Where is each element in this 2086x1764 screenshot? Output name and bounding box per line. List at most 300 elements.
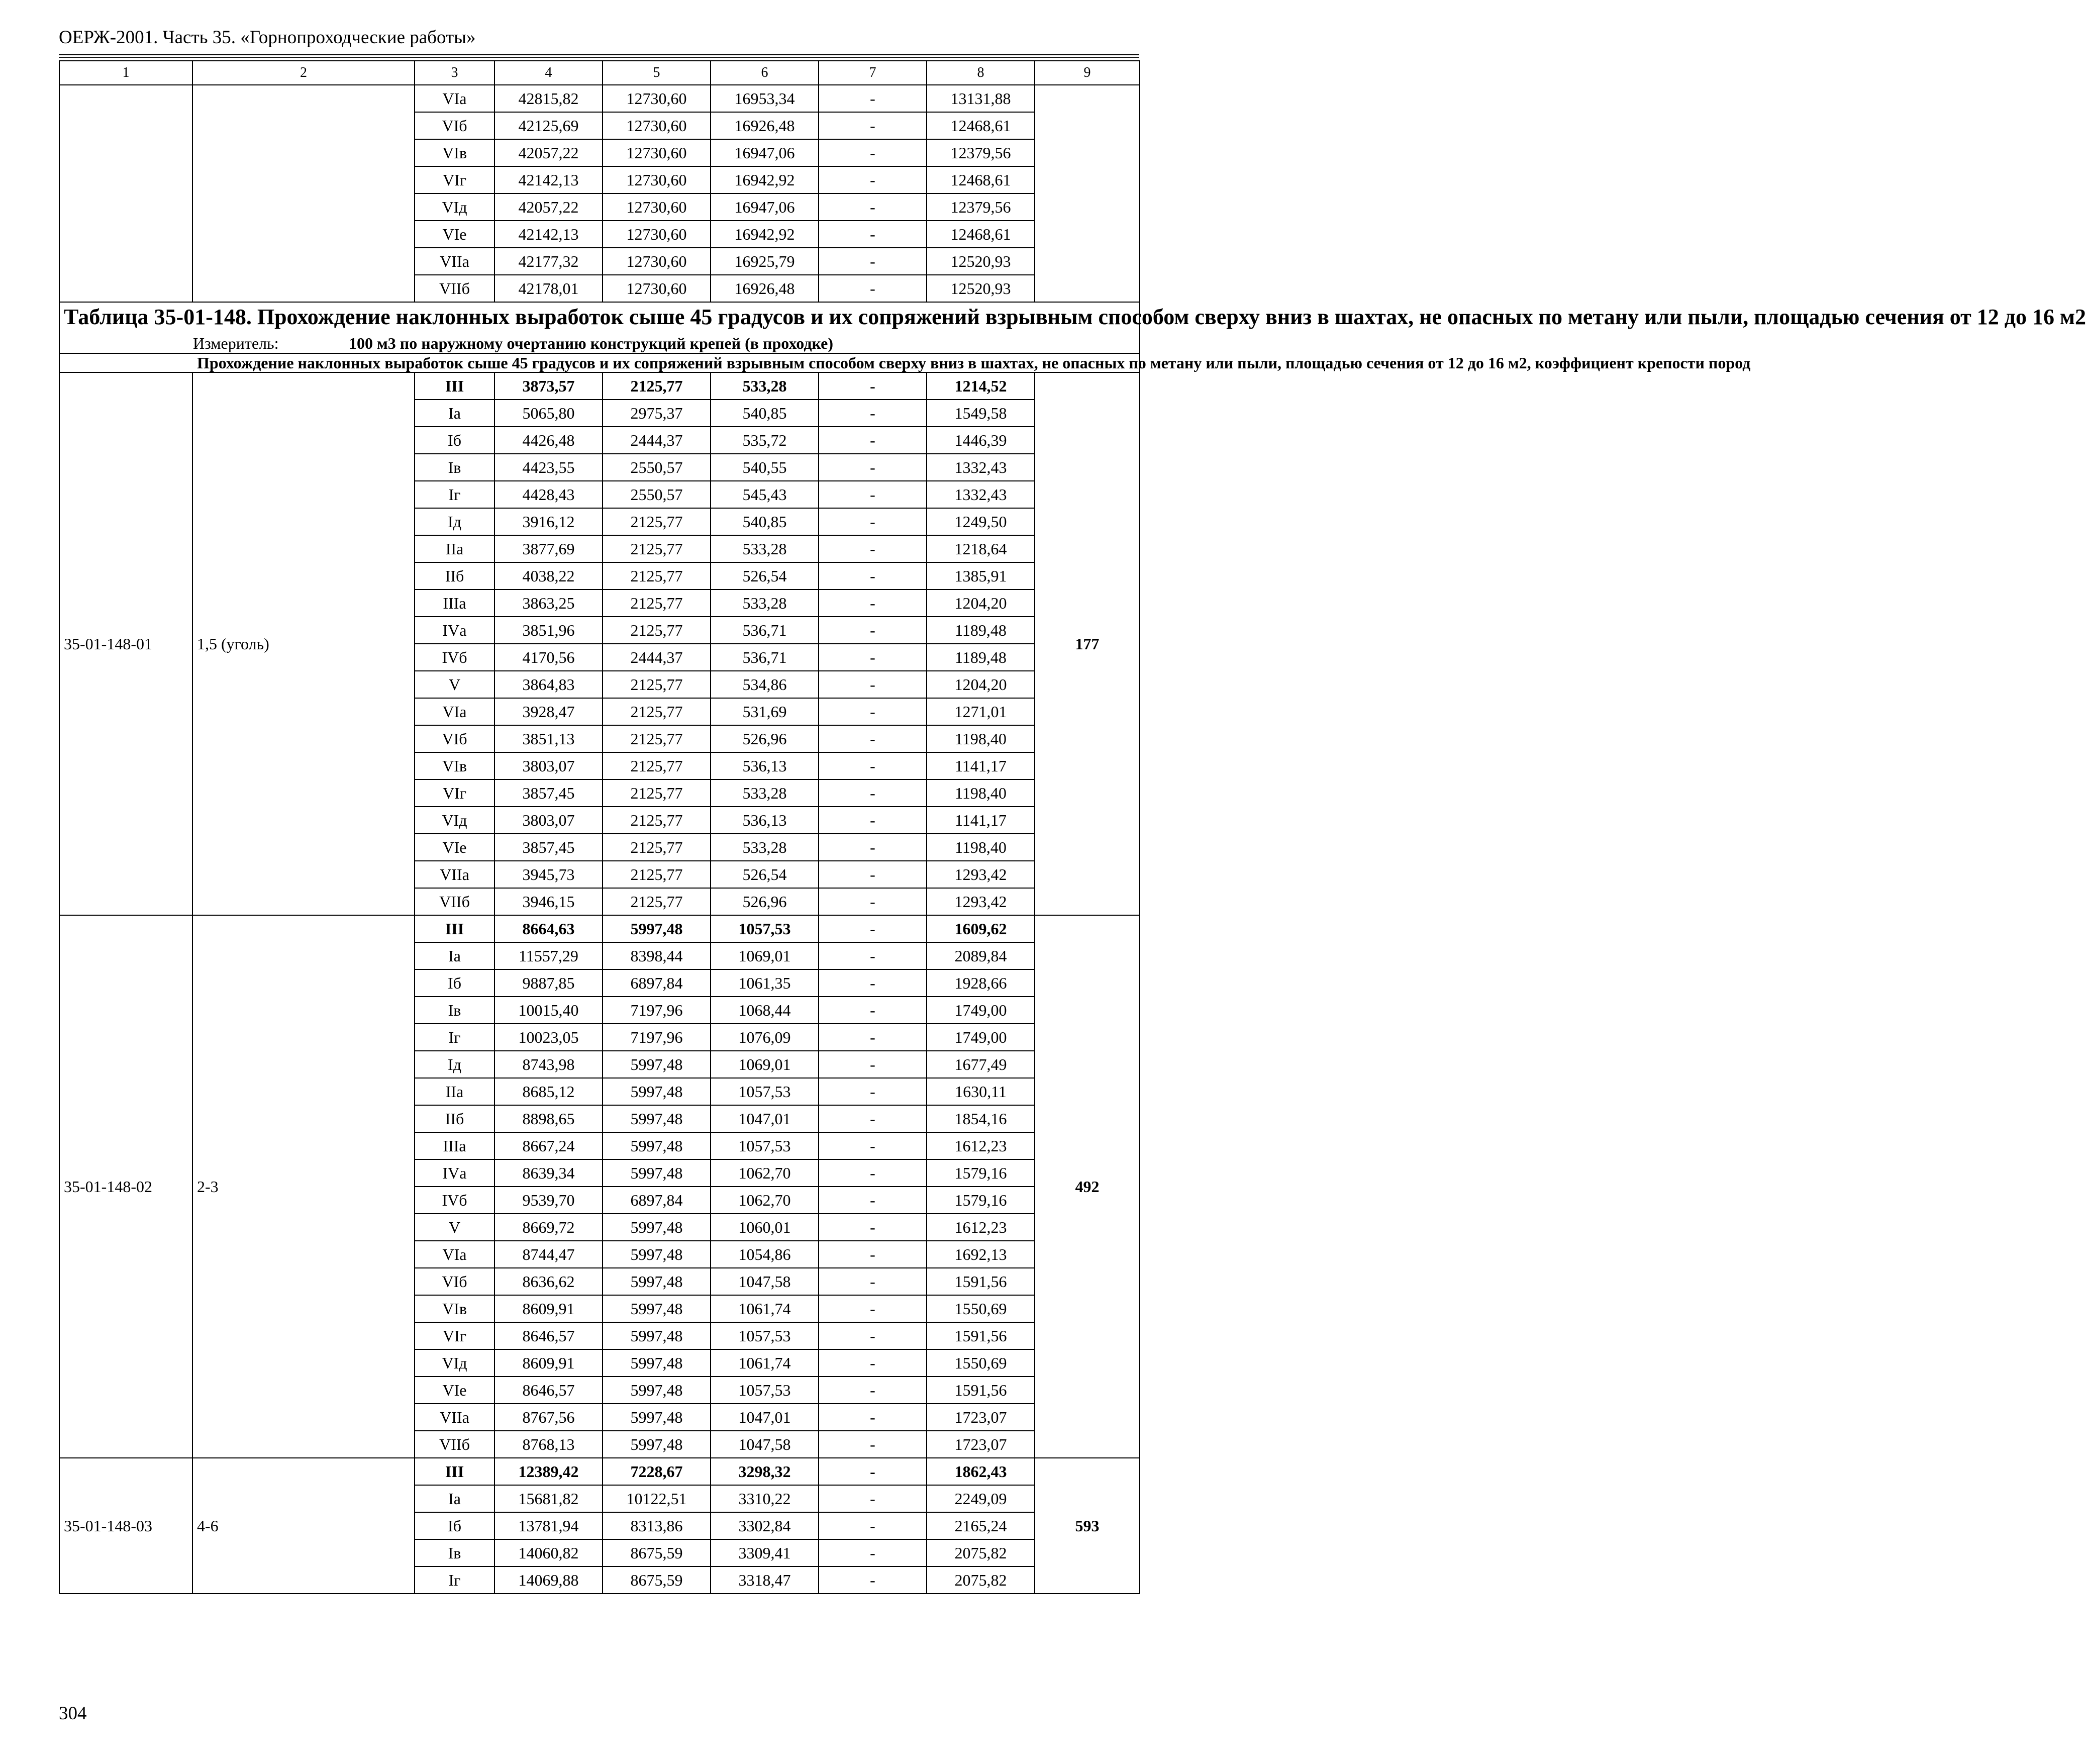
drivers-cost: - [819,1377,927,1404]
rock-hardness: 2-3 [192,915,415,1458]
direct-cost: 3945,73 [494,861,603,888]
labor-cost: 12730,60 [603,275,711,302]
district-code: Iг [415,1024,494,1051]
labor-cost: 2125,77 [603,725,711,752]
materials-cost: 1723,07 [927,1431,1035,1458]
district-code: VIе [415,1377,494,1404]
drivers-cost: - [819,1458,927,1485]
direct-cost: 8636,62 [494,1268,603,1295]
machine-cost: 16925,79 [711,248,819,275]
direct-cost: 8646,57 [494,1377,603,1404]
machine-cost: 1060,01 [711,1214,819,1241]
direct-cost: 8669,72 [494,1214,603,1241]
direct-cost: 3864,83 [494,671,603,698]
meter-unit: 100 м3 по наружному очертанию конструкций крепей (в проходке) [349,334,834,352]
machine-cost: 16942,92 [711,221,819,248]
materials-cost: 12468,61 [927,166,1035,193]
labor-cost: 5997,48 [603,1377,711,1404]
district-code: VIв [415,752,494,779]
direct-cost: 3857,45 [494,779,603,807]
machine-cost: 16926,48 [711,112,819,139]
machine-cost: 526,54 [711,562,819,590]
materials-cost: 1271,01 [927,698,1035,725]
direct-cost: 8768,13 [494,1431,603,1458]
drivers-cost: - [819,1187,927,1214]
drivers-cost: - [819,535,927,562]
district-code: III [415,915,494,942]
materials-cost: 1612,23 [927,1132,1035,1159]
labor-cost: 5997,48 [603,915,711,942]
machine-cost: 1057,53 [711,1132,819,1159]
labor-cost: 2550,57 [603,481,711,508]
materials-cost: 1550,69 [927,1349,1035,1377]
labor-cost: 5997,48 [603,1159,711,1187]
labor-cost: 8675,59 [603,1566,711,1594]
materials-cost: 12468,61 [927,221,1035,248]
labor-cost: 6897,84 [603,969,711,997]
labor-cost: 2125,77 [603,834,711,861]
direct-cost: 9539,70 [494,1187,603,1214]
district-code: Iг [415,1566,494,1594]
materials-cost: 1141,17 [927,752,1035,779]
district-code: VIв [415,1295,494,1322]
table-row [59,85,1140,112]
machine-cost: 1057,53 [711,1377,819,1404]
drivers-cost: - [819,1024,927,1051]
labor-cost: 2125,77 [603,888,711,915]
machine-cost: 16953,34 [711,85,819,112]
direct-cost: 3946,15 [494,888,603,915]
direct-cost: 3851,96 [494,617,603,644]
table-row [59,1458,1140,1485]
materials-cost: 1723,07 [927,1404,1035,1431]
district-code: VIе [415,221,494,248]
machine-cost: 534,86 [711,671,819,698]
drivers-cost: - [819,1512,927,1539]
drivers-cost: - [819,1159,927,1187]
machine-cost: 1057,53 [711,1078,819,1105]
materials-cost: 1677,49 [927,1051,1035,1078]
machine-cost: 1062,70 [711,1159,819,1187]
materials-cost: 1198,40 [927,779,1035,807]
column-number: 7 [819,61,927,85]
machine-cost: 1061,74 [711,1349,819,1377]
direct-cost: 42142,13 [494,221,603,248]
drivers-cost: - [819,166,927,193]
direct-cost: 3873,57 [494,372,603,400]
labor-cost: 2125,77 [603,779,711,807]
machine-cost: 1068,44 [711,997,819,1024]
direct-cost: 4170,56 [494,644,603,671]
district-code: VIа [415,85,494,112]
machine-cost: 526,96 [711,725,819,752]
district-code: VIб [415,112,494,139]
district-code: VIIб [415,888,494,915]
direct-cost: 42057,22 [494,139,603,166]
machine-cost: 1054,86 [711,1241,819,1268]
direct-cost: 3803,07 [494,807,603,834]
materials-cost: 1332,43 [927,481,1035,508]
drivers-cost: - [819,942,927,969]
labor-cost: 5997,48 [603,1051,711,1078]
labor-cost: 12730,60 [603,139,711,166]
drivers-cost: - [819,508,927,535]
labor-cost: 5997,48 [603,1105,711,1132]
direct-cost: 3928,47 [494,698,603,725]
machine-cost: 535,72 [711,427,819,454]
direct-cost: 42125,69 [494,112,603,139]
machine-cost: 540,85 [711,508,819,535]
direct-cost: 3851,13 [494,725,603,752]
labor-cost: 5997,48 [603,1214,711,1241]
direct-cost: 4423,55 [494,454,603,481]
drivers-cost: - [819,562,927,590]
drivers-cost: - [819,248,927,275]
labor-cost: 2125,77 [603,671,711,698]
machine-cost: 3298,32 [711,1458,819,1485]
district-code: VIв [415,139,494,166]
direct-cost: 42057,22 [494,193,603,221]
direct-cost: 4038,22 [494,562,603,590]
drivers-cost: - [819,861,927,888]
machine-cost: 1047,01 [711,1105,819,1132]
direct-cost: 3857,45 [494,834,603,861]
machine-cost: 536,71 [711,644,819,671]
materials-cost: 2249,09 [927,1485,1035,1512]
labor-cost: 2125,77 [603,372,711,400]
materials-cost: 1928,66 [927,969,1035,997]
code-cell [59,85,192,302]
materials-cost: 1218,64 [927,535,1035,562]
direct-cost: 42142,13 [494,166,603,193]
labor-cost: 5997,48 [603,1078,711,1105]
page-number: 304 [59,1703,87,1724]
direct-cost: 4428,43 [494,481,603,508]
meter-line [64,334,1135,353]
direct-cost: 8646,57 [494,1322,603,1349]
machine-cost: 531,69 [711,698,819,725]
direct-cost: 8685,12 [494,1078,603,1105]
direct-cost: 8667,24 [494,1132,603,1159]
district-code: V [415,671,494,698]
machine-cost: 16947,06 [711,193,819,221]
subcaption-text: Прохождение наклонных выработок сыше 45 градусов и их сопряжений взрывным способом сверху вниз в шахтах, не опасных по метану или пыли, площадью сечения от 12 до 16 м2, коэффициент крепости пород [197,354,1751,372]
machine-cost: 1057,53 [711,915,819,942]
labor-cost: 2125,77 [603,535,711,562]
materials-cost: 1198,40 [927,834,1035,861]
machine-cost: 3310,22 [711,1485,819,1512]
district-code: Iв [415,1539,494,1566]
drivers-cost: - [819,1078,927,1105]
drivers-cost: - [819,1268,927,1295]
machine-cost: 3309,41 [711,1539,819,1566]
machine-cost: 526,96 [711,888,819,915]
district-code: Iб [415,969,494,997]
direct-cost: 8898,65 [494,1105,603,1132]
machine-cost: 1061,35 [711,969,819,997]
labor-cost: 5997,48 [603,1241,711,1268]
direct-cost: 8744,47 [494,1241,603,1268]
drivers-cost: - [819,1485,927,1512]
drivers-cost: - [819,725,927,752]
district-code: VIд [415,807,494,834]
drivers-cost: - [819,698,927,725]
machine-cost: 1069,01 [711,1051,819,1078]
materials-cost: 2089,84 [927,942,1035,969]
direct-cost: 9887,85 [494,969,603,997]
materials-cost: 12379,56 [927,193,1035,221]
machine-cost: 533,28 [711,590,819,617]
materials-cost: 1550,69 [927,1295,1035,1322]
direct-cost: 11557,29 [494,942,603,969]
labor-cost: 10122,51 [603,1485,711,1512]
materials-cost: 1204,20 [927,671,1035,698]
drivers-cost: - [819,1566,927,1594]
district-code: VIа [415,698,494,725]
materials-cost: 1198,40 [927,725,1035,752]
labor-cost: 2444,37 [603,427,711,454]
norm-code: 35-01-148-01 [59,372,192,915]
drivers-cost: - [819,481,927,508]
header-rule-thin [59,57,1139,58]
materials-cost: 1612,23 [927,1214,1035,1241]
hardness-cell [192,85,415,302]
machine-cost: 1057,53 [711,1322,819,1349]
norm-code: 35-01-148-03 [59,1458,192,1594]
machine-cost: 1076,09 [711,1024,819,1051]
materials-cost: 1591,56 [927,1322,1035,1349]
machine-cost: 16926,48 [711,275,819,302]
labor-cost: 2125,77 [603,861,711,888]
district-code: VIг [415,779,494,807]
table-subcaption-row [59,353,1140,372]
workers-cell [1035,85,1140,302]
materials-cost: 1214,52 [927,372,1035,400]
drivers-cost: - [819,752,927,779]
materials-cost: 1332,43 [927,454,1035,481]
materials-cost: 12520,93 [927,275,1035,302]
materials-cost: 12520,93 [927,248,1035,275]
direct-cost: 15681,82 [494,1485,603,1512]
drivers-cost: - [819,1404,927,1431]
district-code: Iг [415,481,494,508]
labor-cost: 2125,77 [603,562,711,590]
workers-count: 593 [1035,1458,1140,1594]
materials-cost: 1579,16 [927,1159,1035,1187]
materials-cost: 1293,42 [927,861,1035,888]
district-code: VIб [415,725,494,752]
table-row [59,372,1140,400]
labor-cost: 12730,60 [603,248,711,275]
machine-cost: 533,28 [711,372,819,400]
labor-cost: 2125,77 [603,508,711,535]
labor-cost: 8313,86 [603,1512,711,1539]
workers-count: 492 [1035,915,1140,1458]
machine-cost: 3318,47 [711,1566,819,1594]
district-code: VIе [415,834,494,861]
direct-cost: 14069,88 [494,1566,603,1594]
materials-cost: 1385,91 [927,562,1035,590]
column-number: 8 [927,61,1035,85]
machine-cost: 536,13 [711,752,819,779]
labor-cost: 5997,48 [603,1349,711,1377]
labor-cost: 2444,37 [603,644,711,671]
drivers-cost: - [819,779,927,807]
direct-cost: 10023,05 [494,1024,603,1051]
machine-cost: 536,13 [711,807,819,834]
materials-cost: 1692,13 [927,1241,1035,1268]
machine-cost: 526,54 [711,861,819,888]
direct-cost: 8639,34 [494,1159,603,1187]
materials-cost: 1549,58 [927,400,1035,427]
materials-cost: 12468,61 [927,112,1035,139]
drivers-cost: - [819,671,927,698]
direct-cost: 3877,69 [494,535,603,562]
header-rule [59,54,1139,55]
machine-cost: 1047,01 [711,1404,819,1431]
rock-hardness: 1,5 (уголь) [192,372,415,915]
materials-cost: 1609,62 [927,915,1035,942]
drivers-cost: - [819,139,927,166]
district-code: VIд [415,1349,494,1377]
district-code: Iб [415,427,494,454]
rock-hardness: 4-6 [192,1458,415,1594]
column-number: 4 [494,61,603,85]
materials-cost: 1189,48 [927,617,1035,644]
labor-cost: 5997,48 [603,1322,711,1349]
table-subcaption [59,353,1751,372]
district-code: IVб [415,644,494,671]
district-code: IIа [415,535,494,562]
drivers-cost: - [819,1431,927,1458]
drivers-cost: - [819,1214,927,1241]
labor-cost: 5997,48 [603,1404,711,1431]
district-code: VIб [415,1268,494,1295]
labor-cost: 12730,60 [603,193,711,221]
district-code: Iб [415,1512,494,1539]
drivers-cost: - [819,275,927,302]
table-row [59,915,1140,942]
drivers-cost: - [819,1051,927,1078]
district-code: Iв [415,454,494,481]
district-code: IIIа [415,590,494,617]
materials-cost: 1630,11 [927,1078,1035,1105]
column-number: 1 [59,61,192,85]
direct-cost: 3803,07 [494,752,603,779]
direct-cost: 3863,25 [494,590,603,617]
district-code: VIа [415,1241,494,1268]
district-code: VIIб [415,275,494,302]
labor-cost: 12730,60 [603,166,711,193]
labor-cost: 2125,77 [603,617,711,644]
labor-cost: 2550,57 [603,454,711,481]
meter-label: Измеритель: [193,334,279,352]
labor-cost: 6897,84 [603,1187,711,1214]
labor-cost: 2125,77 [603,752,711,779]
labor-cost: 7228,67 [603,1458,711,1485]
labor-cost: 12730,60 [603,85,711,112]
machine-cost: 16942,92 [711,166,819,193]
materials-cost: 2165,24 [927,1512,1035,1539]
district-code: VIд [415,193,494,221]
direct-cost: 4426,48 [494,427,603,454]
running-header: ОЕРЖ-2001. Часть 35. «Горнопроходческие работы» [59,27,476,48]
drivers-cost: - [819,85,927,112]
table-caption-row [59,302,1140,353]
direct-cost: 42815,82 [494,85,603,112]
materials-cost: 1591,56 [927,1268,1035,1295]
machine-cost: 1061,74 [711,1295,819,1322]
district-code: III [415,372,494,400]
machine-cost: 533,28 [711,834,819,861]
drivers-cost: - [819,617,927,644]
district-code: IVа [415,617,494,644]
materials-cost: 1749,00 [927,1024,1035,1051]
machine-cost: 545,43 [711,481,819,508]
drivers-cost: - [819,1295,927,1322]
column-number: 3 [415,61,494,85]
materials-cost: 1579,16 [927,1187,1035,1214]
district-code: IIб [415,1105,494,1132]
district-code: IIIа [415,1132,494,1159]
direct-cost: 3916,12 [494,508,603,535]
labor-cost: 2125,77 [603,590,711,617]
column-number-row [59,61,1140,85]
machine-cost: 533,28 [711,779,819,807]
direct-cost: 8743,98 [494,1051,603,1078]
labor-cost: 2125,77 [603,807,711,834]
drivers-cost: - [819,644,927,671]
materials-cost: 1141,17 [927,807,1035,834]
drivers-cost: - [819,997,927,1024]
district-code: VIIа [415,861,494,888]
direct-cost: 13781,94 [494,1512,603,1539]
drivers-cost: - [819,427,927,454]
drivers-cost: - [819,372,927,400]
table-caption [59,302,2086,353]
drivers-cost: - [819,969,927,997]
materials-cost: 1862,43 [927,1458,1035,1485]
materials-cost: 2075,82 [927,1566,1035,1594]
district-code: Iа [415,942,494,969]
drivers-cost: - [819,590,927,617]
district-code: III [415,1458,494,1485]
drivers-cost: - [819,1132,927,1159]
machine-cost: 540,55 [711,454,819,481]
workers-count: 177 [1035,372,1140,915]
drivers-cost: - [819,193,927,221]
machine-cost: 16947,06 [711,139,819,166]
district-code: Iа [415,1485,494,1512]
drivers-cost: - [819,1349,927,1377]
district-code: IVа [415,1159,494,1187]
drivers-cost: - [819,400,927,427]
drivers-cost: - [819,1322,927,1349]
labor-cost: 8675,59 [603,1539,711,1566]
direct-cost: 8664,63 [494,915,603,942]
materials-cost: 1749,00 [927,997,1035,1024]
direct-cost: 8609,91 [494,1349,603,1377]
machine-cost: 536,71 [711,617,819,644]
machine-cost: 533,28 [711,535,819,562]
drivers-cost: - [819,888,927,915]
labor-cost: 2975,37 [603,400,711,427]
drivers-cost: - [819,1105,927,1132]
machine-cost: 1069,01 [711,942,819,969]
direct-cost: 12389,42 [494,1458,603,1485]
norm-code: 35-01-148-02 [59,915,192,1458]
machine-cost: 3302,84 [711,1512,819,1539]
